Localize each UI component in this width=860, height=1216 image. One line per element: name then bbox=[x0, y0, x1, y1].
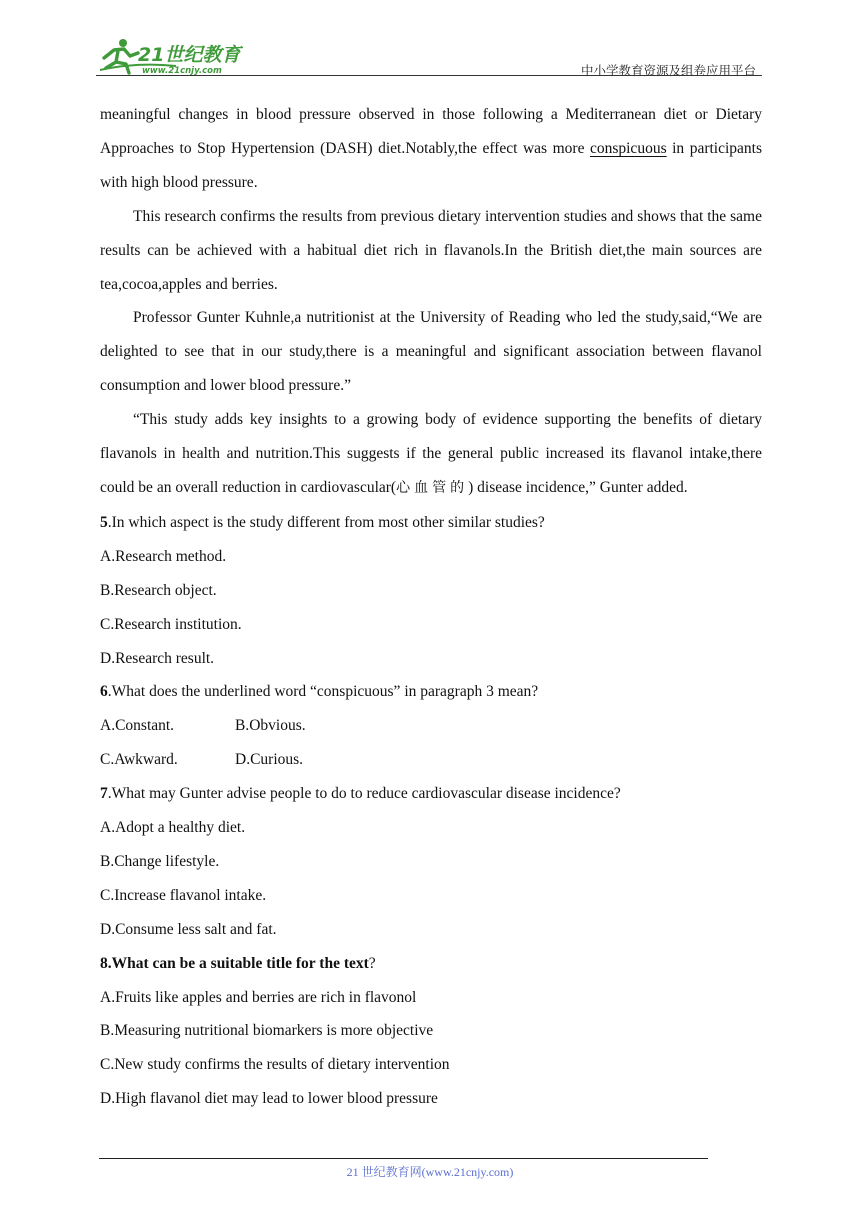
option: B.Change lifestyle. bbox=[100, 852, 220, 870]
option: D.High flavanol diet may lead to lower blood pressure bbox=[100, 1090, 438, 1108]
p4-text-before: “This study adds key insights to a growing body of evidence supporting the benefits of dietary flavanols in health and nutrition.This suggests if the general public increased its flavanol intake,there could be an overall reduction in cardiovascular( bbox=[100, 411, 762, 496]
option: B.Obvious. bbox=[235, 717, 306, 735]
question-7 bbox=[100, 777, 762, 811]
option: A.Fruits like apples and berries are rich in flavonol bbox=[100, 988, 417, 1006]
page-header bbox=[96, 34, 762, 78]
option: B.Research object. bbox=[100, 581, 217, 599]
header-platform-text: 中小学教育资源及组卷应用平台 bbox=[580, 63, 756, 78]
site-logo bbox=[96, 36, 266, 76]
option: C.Awkward. bbox=[100, 751, 178, 769]
question-number: 7 bbox=[100, 785, 108, 803]
option: C.Increase flavanol intake. bbox=[100, 886, 267, 904]
question-number: 5 bbox=[100, 513, 108, 531]
question-text: .In which aspect is the study different from most other similar studies? bbox=[107, 513, 545, 531]
passage-paragraph-5 bbox=[100, 403, 762, 506]
p1-text-after: in participants with high blood pressure. bbox=[100, 139, 762, 191]
document-body bbox=[100, 98, 762, 1116]
question-6 bbox=[100, 675, 762, 709]
option: D.Curious. bbox=[235, 751, 304, 769]
option: D.Consume less salt and fat. bbox=[100, 920, 277, 938]
p1-text-before: meaningful changes in blood pressure observed in those following a Mediterranean diet or Dietary Approaches to Stop Hypertension (DASH) diet.Notably,the effect was more bbox=[100, 106, 762, 157]
logo-url: www.21cnjy.com bbox=[142, 66, 222, 76]
underlined-word: conspicuous bbox=[589, 139, 667, 157]
option: B.Measuring nutritional biomarkers is more objective bbox=[100, 1022, 434, 1040]
passage-paragraph-4: Professor Gunter Kuhnle,a nutritionist at the University of Reading who led the study,said,“We are delighted to see that in our study,there is a meaningful and significant association between flavanol consumption and lower blood pressure.” bbox=[100, 309, 762, 395]
footer-divider bbox=[99, 1158, 708, 1159]
question-number: 6 bbox=[100, 683, 108, 701]
option: A.Adopt a healthy diet. bbox=[100, 819, 246, 837]
question-8 bbox=[100, 947, 762, 981]
p4-chinese-gloss: 心血管的 bbox=[396, 479, 469, 496]
option: C.Research institution. bbox=[100, 615, 242, 633]
question-text: .What does the underlined word “conspicuous” in paragraph 3 mean? bbox=[107, 683, 539, 701]
passage-paragraph-3: This research confirms the results from previous dietary intervention studies and shows that the same results can be achieved with a habitual diet rich in flavanols.In the British diet,the main sources are tea,cocoa,apples and berries. bbox=[100, 207, 762, 293]
question-text: .What can be a suitable title for the text bbox=[107, 954, 369, 972]
p4-text-after: ) disease incidence,” Gunter added. bbox=[468, 478, 688, 496]
option-row bbox=[100, 743, 762, 777]
question-number: 8 bbox=[100, 954, 108, 972]
logo-text: 21世纪教育 bbox=[138, 44, 241, 66]
option: C.New study confirms the results of dietary intervention bbox=[100, 1056, 450, 1074]
question-text: .What may Gunter advise people to do to reduce cardiovascular disease incidence? bbox=[107, 785, 621, 803]
question-mark: ? bbox=[368, 954, 376, 972]
passage-paragraph-2 bbox=[100, 98, 762, 200]
option: A.Constant. bbox=[100, 717, 175, 735]
header-divider bbox=[96, 75, 762, 76]
footer-link[interactable]: 21 世纪教育网(www.21cnjy.com) bbox=[346, 1165, 514, 1179]
option: D.Research result. bbox=[100, 649, 215, 667]
question-5 bbox=[100, 506, 762, 540]
option: A.Research method. bbox=[100, 547, 227, 565]
option-row bbox=[100, 709, 762, 743]
